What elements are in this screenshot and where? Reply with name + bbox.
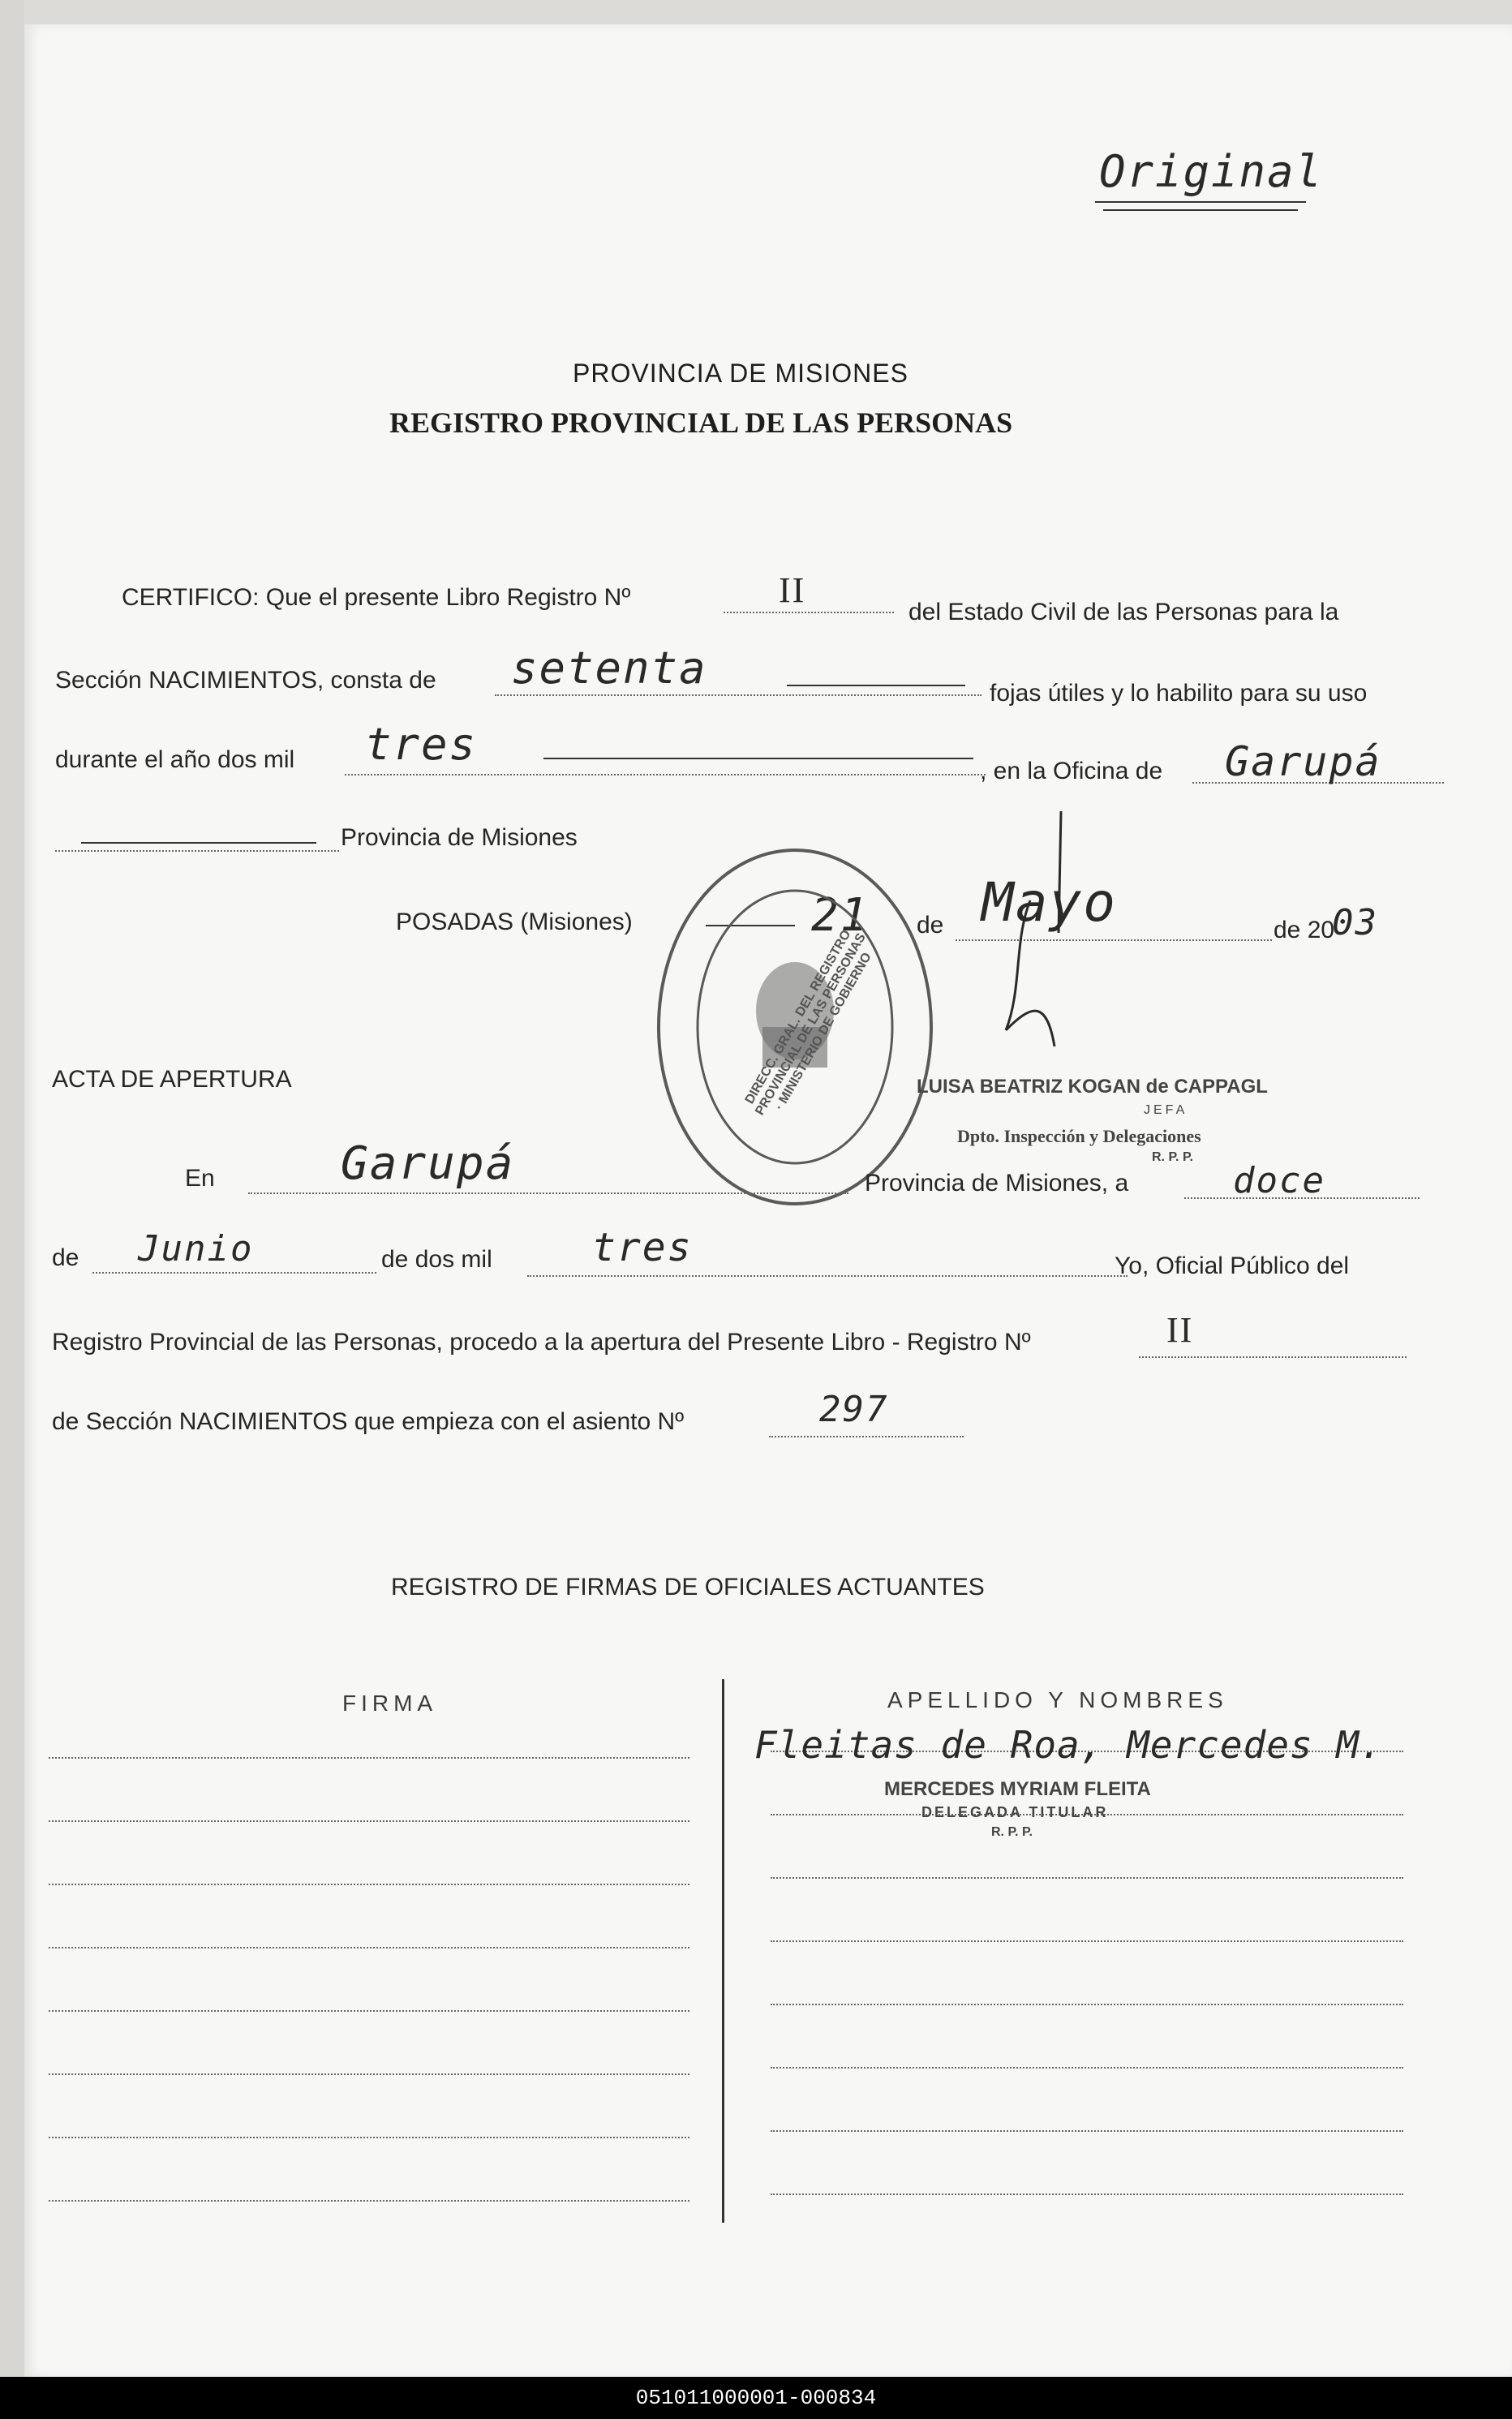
oficina-value: Garupá — [1225, 738, 1381, 785]
anio-value: tres — [365, 719, 478, 770]
anio-strike — [543, 758, 973, 759]
acta-mes-line — [92, 1272, 376, 1274]
province-title: PROVINCIA DE MISIONES — [573, 359, 908, 388]
dia-value: 21 — [811, 889, 870, 942]
original-underline — [1095, 201, 1306, 203]
acta-libro-line — [1139, 1356, 1407, 1358]
firma-row-1 — [49, 1757, 689, 1759]
nombre-row-4 — [771, 1940, 1403, 1942]
firmas-title: REGISTRO DE FIRMAS DE OFICIALES ACTUANTES — [391, 1574, 985, 1600]
col-firma-header: FIRMA — [342, 1691, 438, 1716]
firma-row-3 — [49, 1884, 689, 1885]
jefa-stamp-dept: Dpto. Inspección y Delegaciones — [957, 1126, 1201, 1146]
acta-anio-line — [527, 1275, 1128, 1277]
acta-lugar-value: Garupá — [341, 1137, 515, 1190]
firma-row-4 — [49, 1947, 689, 1949]
jefa-stamp-name: LUISA BEATRIZ KOGAN de CAPPAGL — [917, 1076, 1268, 1098]
delegada-stamp-role: DELEGADA TITULAR — [921, 1804, 1109, 1820]
acta-line3: Registro Provincial de las Personas, procedo a la apertura del Presente Libro - Registro Nº — [52, 1329, 1031, 1356]
jefa-stamp-role: JEFA — [1144, 1103, 1188, 1117]
footer-code: 051011000001-000834 — [635, 2386, 877, 2410]
firma-row-2 — [49, 1820, 689, 1822]
jefa-signature-mark — [982, 803, 1079, 1095]
certifico-line2-pre: Sección NACIMIENTOS, consta de — [55, 667, 436, 694]
acta-dos-mil-label: de dos mil — [381, 1246, 492, 1273]
acta-prov-label: Provincia de Misiones, a — [865, 1170, 1129, 1197]
nombre-row-6 — [771, 2067, 1403, 2069]
delegada-stamp-org: R. P. P. — [991, 1825, 1033, 1839]
certifico-line2-post: fojas útiles y lo habilito para su uso — [990, 680, 1368, 707]
original-annotation: Original — [1099, 146, 1324, 197]
mes-value: Mayo — [982, 871, 1117, 934]
libro-number-value: II — [779, 570, 806, 610]
nombre-row-5 — [771, 2004, 1403, 2005]
scan-footer-bar — [0, 2377, 1512, 2419]
col-nombres-header: APELLIDO Y NOMBRES — [887, 1687, 1228, 1712]
provincia-line — [55, 850, 339, 852]
acta-asiento-value: 297 — [819, 1389, 889, 1430]
firma-row-8 — [49, 2200, 689, 2202]
original-underline-2 — [1103, 209, 1298, 211]
firma-row-6 — [49, 2073, 689, 2075]
columns-divider — [722, 1679, 724, 2223]
nombre-row-7 — [771, 2130, 1403, 2132]
fojas-strike — [787, 685, 965, 686]
acta-mes-value: Junio — [138, 1228, 254, 1270]
jefa-stamp-org: R. P. P. — [1152, 1150, 1193, 1164]
acta-yo-label: Yo, Oficial Público del — [1115, 1252, 1350, 1279]
certifico-line3-pre: durante el año dos mil — [55, 746, 295, 773]
acta-asiento-line — [769, 1436, 964, 1437]
acta-title: ACTA DE APERTURA — [52, 1066, 292, 1093]
posadas-label: POSADAS (Misiones) — [396, 909, 633, 935]
oficial-nombre-handwritten: Fleitas de Roa, Mercedes M. — [754, 1723, 1383, 1767]
acta-dia-value: doce — [1233, 1160, 1325, 1201]
fojas-value: setenta — [511, 642, 707, 694]
nombre-row-8 — [771, 2193, 1403, 2195]
certifico-line1-pre: CERTIFICO: Que el presente Libro Registro Nº — [122, 584, 631, 611]
acta-line4: de Sección NACIMIENTOS que empieza con el asiento Nº — [52, 1408, 685, 1435]
anio-line — [345, 774, 986, 776]
de-anio-label: de 20 — [1274, 917, 1335, 943]
acta-libro-value: II — [1166, 1310, 1194, 1350]
libro-number-line — [724, 612, 894, 613]
certifico-line4: Provincia de Misiones — [341, 824, 578, 851]
page-left-edge — [0, 0, 24, 2377]
firma-row-5 — [49, 2010, 689, 2012]
certifico-line3-mid: , en la Oficina de — [980, 758, 1163, 784]
acta-de-label: de — [52, 1244, 79, 1271]
official-round-stamp — [649, 840, 944, 1214]
registry-title: REGISTRO PROVINCIAL DE LAS PERSONAS — [389, 406, 1013, 439]
provincia-strike — [81, 842, 316, 844]
round-stamp-text: DIRECC. GRAL. DEL REGISTRO PROVINCIAL DE LAS PERSONAS · MINISTERIO DE GOBIERNO — [742, 927, 874, 1118]
certifico-line1-post: del Estado Civil de las Personas para la — [908, 599, 1339, 625]
anio-digit-value: 03 — [1332, 902, 1378, 943]
delegada-stamp-name: MERCEDES MYRIAM FLEITA — [884, 1778, 1151, 1800]
nombre-row-3 — [771, 1877, 1403, 1879]
document-page — [24, 24, 1512, 2377]
fojas-line — [495, 694, 982, 696]
lugar-line — [248, 1192, 848, 1194]
acta-en-label: En — [185, 1165, 215, 1192]
page-top-edge — [0, 0, 1512, 24]
acta-anio-value: tres — [592, 1225, 693, 1270]
de-label: de — [917, 912, 944, 939]
firma-row-7 — [49, 2137, 689, 2138]
